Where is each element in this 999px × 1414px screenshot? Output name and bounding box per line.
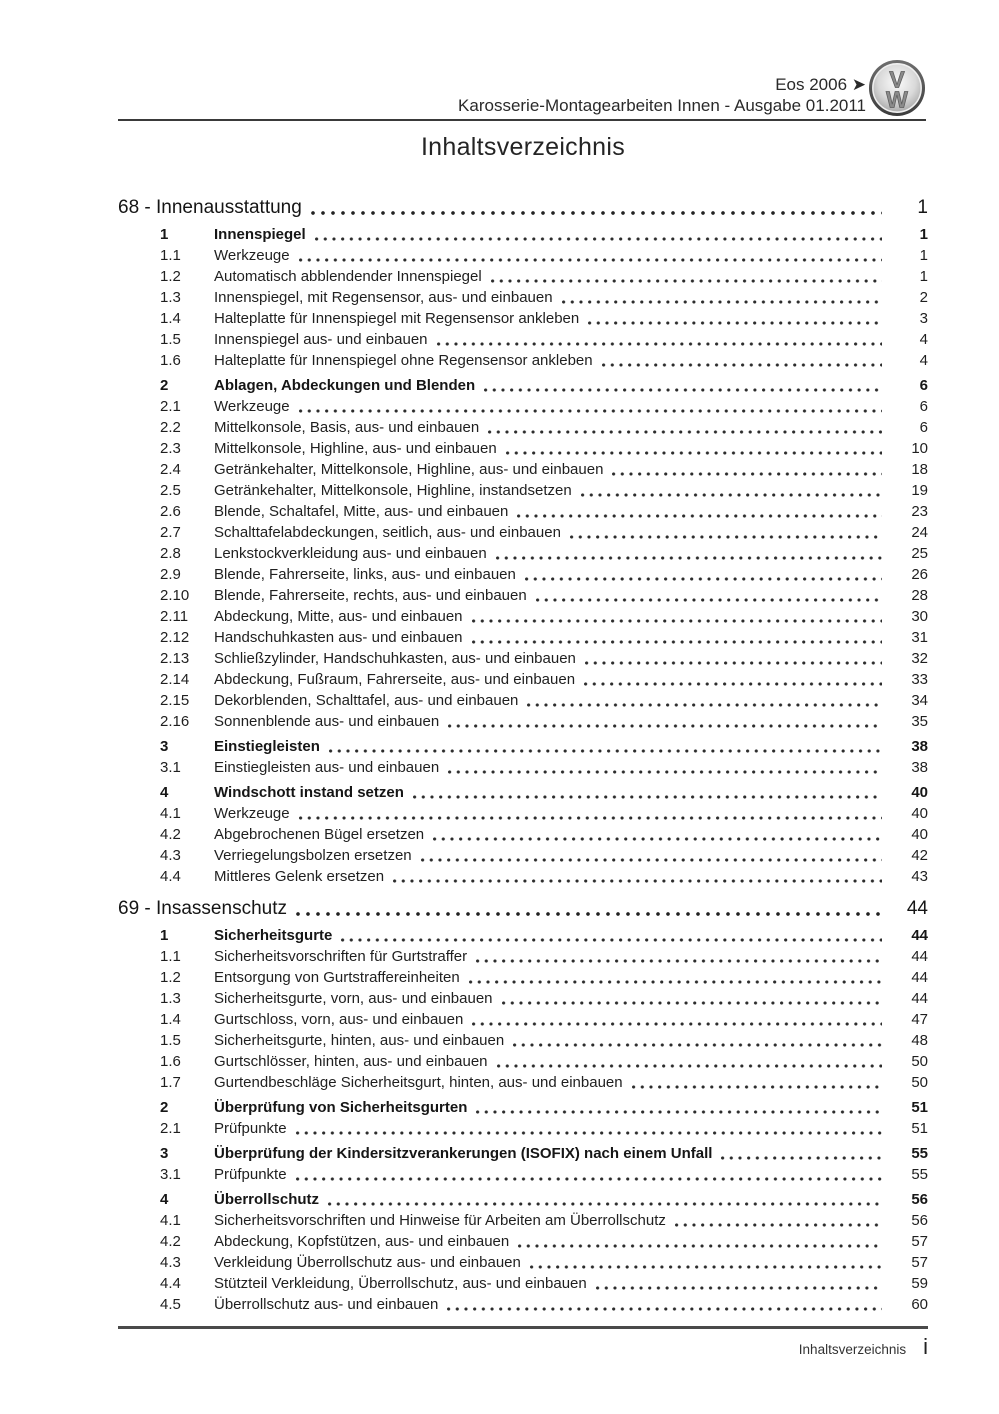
toc-entry-row[interactable] (118, 564, 928, 585)
toc-entry-row[interactable] (118, 1051, 928, 1072)
dot-leader (585, 661, 882, 665)
toc-entry-row[interactable] (118, 736, 928, 757)
entry-page-number: 18 (911, 461, 928, 478)
dot-leader (517, 514, 882, 518)
dot-leader (448, 770, 882, 774)
entry-title: Sicherheitsvorschriften und Hinweise für Arbeiten am Überrollschutz (214, 1212, 666, 1229)
chapter-page-number: 1 (917, 197, 928, 218)
entry-title: Getränkehalter, Mittelkonsole, Highline, instandsetzen (214, 482, 572, 499)
toc-entry-row[interactable] (118, 417, 928, 438)
entry-page-number: 50 (911, 1074, 928, 1091)
toc-chapter-row[interactable] (118, 196, 928, 220)
dot-leader (581, 493, 882, 497)
entry-number: 1.7 (160, 1074, 181, 1091)
entry-number: 4 (160, 1191, 169, 1208)
entry-title: Handschuhkasten aus- und einbauen (214, 629, 463, 646)
entry-number: 3.1 (160, 759, 181, 776)
entry-title: Abdeckung, Fußraum, Fahrerseite, aus- und einbauen (214, 671, 576, 688)
dot-leader (472, 1022, 882, 1026)
entry-title: Sicherheitsgurte, vorn, aus- und einbauen (214, 990, 493, 1007)
toc-entry-row[interactable] (118, 543, 928, 564)
dot-leader (562, 300, 882, 304)
dot-leader (506, 451, 882, 455)
dot-leader (299, 258, 882, 262)
dot-leader (296, 1131, 882, 1135)
toc-entry-row[interactable] (118, 245, 928, 266)
dot-leader (632, 1085, 882, 1089)
entry-title: Lenkstockverkleidung aus- und einbauen (214, 545, 487, 562)
entry-page-number: 32 (911, 650, 928, 667)
entry-number: 3.1 (160, 1166, 181, 1183)
entry-title: Abdeckung, Mitte, aus- und einbauen (214, 608, 463, 625)
dot-leader (296, 912, 882, 916)
chapter-entries (118, 224, 928, 887)
toc-entry-row[interactable] (118, 1030, 928, 1051)
entry-page-number: 55 (911, 1145, 928, 1162)
chapter-entries (118, 925, 928, 1315)
toc-entry-row[interactable] (118, 803, 928, 824)
entry-title: Werkzeuge (214, 805, 290, 822)
toc-entry-row[interactable] (118, 501, 928, 522)
entry-page-number: 19 (911, 482, 928, 499)
dot-leader (315, 237, 882, 241)
dot-leader (584, 682, 882, 686)
entry-page-number: 38 (911, 759, 928, 776)
toc-entry-row[interactable] (118, 757, 928, 778)
entry-number: 4.3 (160, 1254, 181, 1271)
toc-entry-row[interactable] (118, 480, 928, 501)
entry-title: Getränkehalter, Mittelkonsole, Highline, aus- und einbauen (214, 461, 604, 478)
entry-title: Sicherheitsgurte (214, 927, 333, 944)
entry-title: Windschott instand setzen (214, 784, 404, 801)
entry-page-number: 59 (911, 1275, 928, 1292)
toc-entry-row[interactable] (118, 1097, 928, 1118)
dot-leader (602, 363, 882, 367)
entry-title: Sicherheitsgurte, hinten, aus- und einbauen (214, 1032, 505, 1049)
dot-leader (721, 1156, 882, 1160)
entry-number: 4.4 (160, 1275, 181, 1292)
dot-leader (536, 598, 882, 602)
dot-leader (341, 938, 882, 942)
entry-page-number: 40 (911, 805, 928, 822)
entry-page-number: 38 (911, 738, 928, 755)
toc-entry-row[interactable] (118, 967, 928, 988)
toc-entry-row[interactable] (118, 824, 928, 845)
dot-leader (527, 703, 882, 707)
entry-page-number: 30 (911, 608, 928, 625)
entry-page-number: 1 (919, 268, 928, 285)
entry-number: 2.9 (160, 566, 181, 583)
toc-entry-row[interactable] (118, 946, 928, 967)
entry-number: 2.2 (160, 419, 181, 436)
entry-title: Einstiegleisten aus- und einbauen (214, 759, 440, 776)
toc-entry-row[interactable] (118, 1009, 928, 1030)
entry-number: 2.13 (160, 650, 190, 667)
dot-leader (328, 1202, 882, 1206)
entry-title: Blende, Fahrerseite, rechts, aus- und einbauen (214, 587, 527, 604)
dot-leader (437, 342, 882, 346)
dot-leader (525, 577, 882, 581)
entry-page-number: 1 (919, 247, 928, 264)
entry-title: Halteplatte für Innenspiegel mit Regensensor ankleben (214, 310, 580, 327)
entry-page-number: 40 (911, 784, 928, 801)
toc-entry-row[interactable] (118, 1164, 928, 1185)
entry-title: Innenspiegel, mit Regensensor, aus- und einbauen (214, 289, 553, 306)
dot-leader (497, 1064, 882, 1068)
toc-entry-row[interactable] (118, 606, 928, 627)
entry-number: 4.1 (160, 805, 181, 822)
page-title: Inhaltsverzeichnis (420, 133, 626, 161)
toc-entry-row[interactable] (118, 690, 928, 711)
entry-number: 2.6 (160, 503, 181, 520)
entry-page-number: 24 (911, 524, 928, 541)
dot-leader (476, 1110, 882, 1114)
entry-page-number: 25 (911, 545, 928, 562)
svg-text:W: W (886, 86, 908, 113)
entry-title: Innenspiegel aus- und einbauen (214, 331, 428, 348)
entry-title: Entsorgung von Gurtstraffereinheiten (214, 969, 460, 986)
entry-title: Abgebrochenen Bügel ersetzen (214, 826, 425, 843)
toc-entry-row[interactable] (118, 375, 928, 396)
entry-title: Mittelkonsole, Highline, aus- und einbauen (214, 440, 497, 457)
dot-leader (484, 388, 882, 392)
entry-title: Gurtschlösser, hinten, aus- und einbauen (214, 1053, 488, 1070)
entry-title: Blende, Schaltafel, Mitte, aus- und einbauen (214, 503, 509, 520)
header-model-line: Eos 2006 ➤ (775, 75, 866, 94)
entry-page-number: 28 (911, 587, 928, 604)
dot-leader (570, 535, 882, 539)
toc-entry-row[interactable] (118, 866, 928, 887)
dot-leader (413, 795, 882, 799)
chapter-label: 69 - Insassenschutz (118, 898, 287, 919)
vw-logo-icon (868, 59, 926, 117)
entry-page-number: 4 (919, 331, 928, 348)
entry-number: 1 (160, 226, 169, 243)
entry-number: 3 (160, 738, 169, 755)
entry-title: Abdeckung, Kopfstützen, aus- und einbauen (214, 1233, 510, 1250)
entry-number: 1.4 (160, 310, 181, 327)
entry-page-number: 33 (911, 671, 928, 688)
entry-page-number: 51 (911, 1099, 928, 1116)
entry-page-number: 57 (911, 1233, 928, 1250)
entry-title: Prüfpunkte (214, 1120, 287, 1137)
entry-page-number: 10 (911, 440, 928, 457)
entry-number: 4.1 (160, 1212, 181, 1229)
entry-number: 2.4 (160, 461, 181, 478)
entry-page-number: 60 (911, 1296, 928, 1313)
entry-title: Halteplatte für Innenspiegel ohne Regensensor ankleben (214, 352, 593, 369)
entry-title: Überprüfung der Kindersitzverankerungen (ISOFIX) nach einem Unfall (214, 1145, 713, 1162)
dot-leader (393, 879, 882, 883)
entry-title: Schließzylinder, Handschuhkasten, aus- und einbauen (214, 650, 576, 667)
entry-title: Überrollschutz aus- und einbauen (214, 1296, 439, 1313)
chapter-label: 68 - Innenausstattung (118, 197, 302, 218)
entry-number: 4.3 (160, 847, 181, 864)
entry-page-number: 2 (919, 289, 928, 306)
header-rule (118, 119, 926, 121)
entry-title: Ablagen, Abdeckungen und Blenden (214, 377, 476, 394)
dot-leader (675, 1223, 882, 1227)
dot-leader (421, 858, 882, 862)
entry-page-number: 44 (911, 990, 928, 1007)
dot-leader (496, 556, 882, 560)
dot-leader (329, 749, 882, 753)
entry-number: 3 (160, 1145, 169, 1162)
entry-number: 1.3 (160, 289, 181, 306)
entry-title: Gurtendbeschläge Sicherheitsgurt, hinten, aus- und einbauen (214, 1074, 623, 1091)
entry-page-number: 56 (911, 1191, 928, 1208)
toc-entry-row[interactable] (118, 1210, 928, 1231)
entry-title: Überprüfung von Sicherheitsgurten (214, 1099, 468, 1116)
toc-entry-row[interactable] (118, 350, 928, 371)
dot-leader (513, 1043, 882, 1047)
entry-number: 2.7 (160, 524, 181, 541)
entry-page-number: 56 (911, 1212, 928, 1229)
page-header (458, 74, 866, 116)
toc-entry-row[interactable] (118, 329, 928, 350)
entry-number: 1.5 (160, 331, 181, 348)
entry-number: 2.12 (160, 629, 190, 646)
entry-number: 2.1 (160, 398, 181, 415)
entry-page-number: 6 (919, 419, 928, 436)
dot-leader (530, 1265, 882, 1269)
toc-entry-row[interactable] (118, 1189, 928, 1210)
footer-label: Inhaltsverzeichnis (798, 1342, 907, 1357)
entry-number: 2.16 (160, 713, 190, 730)
entry-number: 1.1 (160, 948, 181, 965)
entry-number: 2 (160, 377, 169, 394)
footer-rule (118, 1326, 928, 1329)
entry-page-number: 3 (919, 310, 928, 327)
entry-page-number: 55 (911, 1166, 928, 1183)
entry-page-number: 26 (911, 566, 928, 583)
header-doc-line: Karosserie-Montagearbeiten Innen - Ausgabe 01.2011 (458, 96, 866, 115)
entry-title: Stützteil Verkleidung, Überrollschutz, aus- und einbauen (214, 1275, 587, 1292)
entry-number: 2.15 (160, 692, 190, 709)
toc-entry-row[interactable] (118, 308, 928, 329)
entry-title: Überrollschutz (214, 1191, 320, 1208)
entry-number: 1.4 (160, 1011, 181, 1028)
entry-page-number: 44 (911, 927, 928, 944)
entry-number: 2.14 (160, 671, 190, 688)
entry-number: 2.10 (160, 587, 190, 604)
toc-entry-row[interactable] (118, 782, 928, 803)
toc-chapter-row[interactable] (118, 897, 928, 921)
entry-number: 1.2 (160, 969, 181, 986)
entry-title: Werkzeuge (214, 398, 290, 415)
toc-entry-row[interactable] (118, 438, 928, 459)
toc-entry-row[interactable] (118, 925, 928, 946)
dot-leader (311, 211, 882, 215)
entry-title: Blende, Fahrerseite, links, aus- und einbauen (214, 566, 516, 583)
toc-entry-row[interactable] (118, 1143, 928, 1164)
toc-entry-row[interactable] (118, 988, 928, 1009)
entry-number: 2.3 (160, 440, 181, 457)
entry-title: Verriegelungsbolzen ersetzen (214, 847, 412, 864)
entry-title: Einstiegleisten (214, 738, 320, 755)
entry-title: Sonnenblende aus- und einbauen (214, 713, 440, 730)
dot-leader (296, 1177, 882, 1181)
toc-entry-row[interactable] (118, 1072, 928, 1093)
toc-entry-row[interactable] (118, 648, 928, 669)
entry-number: 4.4 (160, 868, 181, 885)
entry-title: Sicherheitsvorschriften für Gurtstraffer (214, 948, 468, 965)
entry-number: 1.1 (160, 247, 181, 264)
entry-number: 4.2 (160, 826, 181, 843)
entry-page-number: 44 (911, 969, 928, 986)
toc-entry-row[interactable] (118, 1273, 928, 1294)
entry-page-number: 40 (911, 826, 928, 843)
entry-page-number: 1 (919, 226, 928, 243)
entry-page-number: 42 (911, 847, 928, 864)
toc-entry-row[interactable] (118, 396, 928, 417)
toc-entry-row[interactable] (118, 627, 928, 648)
entry-page-number: 47 (911, 1011, 928, 1028)
entry-title: Schalttafelabdeckungen, seitlich, aus- und einbauen (214, 524, 561, 541)
dot-leader (596, 1286, 882, 1290)
entry-number: 1.6 (160, 1053, 181, 1070)
dot-leader (299, 816, 882, 820)
entry-page-number: 48 (911, 1032, 928, 1049)
toc-entry-row[interactable] (118, 1294, 928, 1315)
dot-leader (588, 321, 882, 325)
dot-leader (612, 472, 882, 476)
toc-entry-row[interactable] (118, 1231, 928, 1252)
entry-page-number: 51 (911, 1120, 928, 1137)
entry-number: 2.11 (160, 608, 189, 625)
dot-leader (469, 980, 882, 984)
toc-entry-row[interactable] (118, 287, 928, 308)
dot-leader (447, 1307, 882, 1311)
toc-entry-row[interactable] (118, 1252, 928, 1273)
dot-leader (476, 959, 882, 963)
entry-number: 1.3 (160, 990, 181, 1007)
entry-number: 1.2 (160, 268, 181, 285)
svg-text:V: V (889, 66, 905, 93)
toc-entry-row[interactable] (118, 522, 928, 543)
entry-page-number: 50 (911, 1053, 928, 1070)
entry-number: 4 (160, 784, 169, 801)
toc (118, 196, 928, 1315)
dot-leader (433, 837, 882, 841)
entry-page-number: 35 (911, 713, 928, 730)
entry-page-number: 31 (911, 629, 928, 646)
entry-page-number: 6 (919, 377, 928, 394)
dot-leader (518, 1244, 882, 1248)
entry-number: 1 (160, 927, 169, 944)
toc-entry-row[interactable] (118, 459, 928, 480)
entry-number: 2.5 (160, 482, 181, 499)
toc-entry-row[interactable] (118, 845, 928, 866)
entry-title: Werkzeuge (214, 247, 290, 264)
dot-leader (472, 619, 882, 623)
entry-title: Mittleres Gelenk ersetzen (214, 868, 385, 885)
entry-title: Gurtschloss, vorn, aus- und einbauen (214, 1011, 464, 1028)
entry-title: Verkleidung Überrollschutz aus- und einbauen (214, 1254, 521, 1271)
entry-number: 4.5 (160, 1296, 181, 1313)
entry-number: 2.1 (160, 1120, 181, 1137)
toc-entry-row[interactable] (118, 711, 928, 732)
dot-leader (472, 640, 882, 644)
dot-leader (299, 409, 882, 413)
entry-page-number: 44 (911, 948, 928, 965)
footer-page-number: i (923, 1334, 928, 1359)
entry-page-number: 34 (911, 692, 928, 709)
page-footer (118, 1334, 928, 1360)
entry-page-number: 4 (919, 352, 928, 369)
entry-title: Dekorblenden, Schalttafel, aus- und einbauen (214, 692, 519, 709)
toc-entry-row[interactable] (118, 585, 928, 606)
toc-chapter (118, 196, 928, 887)
entry-title: Automatisch abblendender Innenspiegel (214, 268, 482, 285)
dot-leader (448, 724, 882, 728)
dot-leader (502, 1001, 882, 1005)
dot-leader (488, 430, 882, 434)
chapter-page-number: 44 (906, 898, 928, 919)
entry-number: 4.2 (160, 1233, 181, 1250)
entry-page-number: 43 (911, 868, 928, 885)
entry-page-number: 23 (911, 503, 928, 520)
toc-entry-row[interactable] (118, 266, 928, 287)
entry-title: Innenspiegel (214, 226, 306, 243)
toc-entry-row[interactable] (118, 669, 928, 690)
dot-leader (491, 279, 882, 283)
entry-page-number: 6 (919, 398, 928, 415)
entry-number: 2.8 (160, 545, 181, 562)
entry-page-number: 57 (911, 1254, 928, 1271)
toc-chapter (118, 897, 928, 1315)
entry-number: 1.5 (160, 1032, 181, 1049)
entry-number: 1.6 (160, 352, 181, 369)
entry-title: Prüfpunkte (214, 1166, 287, 1183)
entry-number: 2 (160, 1099, 169, 1116)
toc-entry-row[interactable] (118, 224, 928, 245)
toc-entry-row[interactable] (118, 1118, 928, 1139)
entry-title: Mittelkonsole, Basis, aus- und einbauen (214, 419, 480, 436)
